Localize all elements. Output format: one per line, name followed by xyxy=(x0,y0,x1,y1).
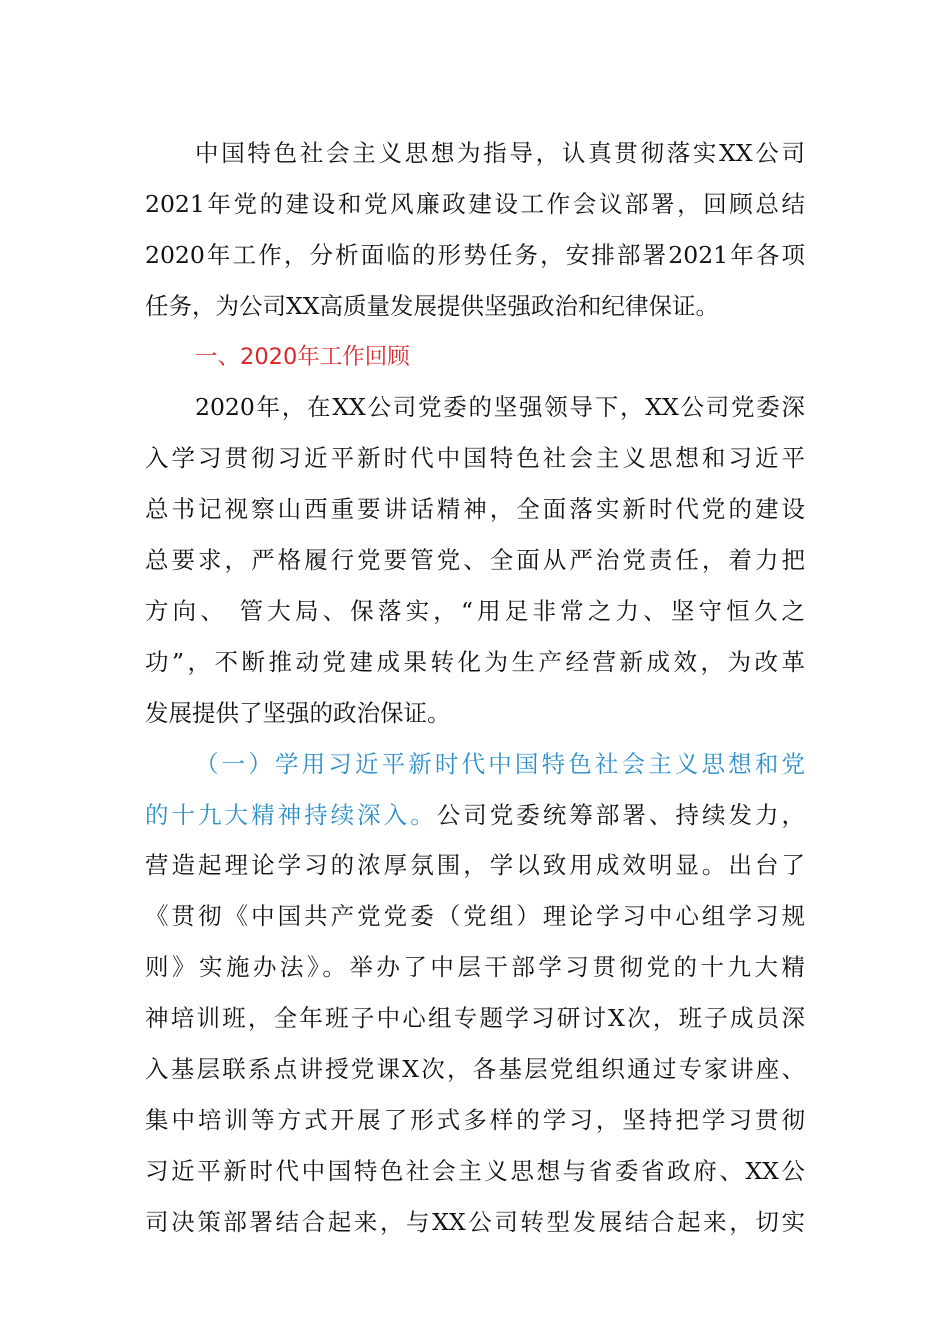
paragraph-line: 《贯彻《中国共产党党委（党组）理论学习中心组学习规 xyxy=(145,902,805,931)
paragraph-line: 神培训班，全年班子中心组专题学习研讨X次，班子成员深 xyxy=(145,1004,805,1033)
intro-paragraph xyxy=(145,128,805,332)
paragraph-line: 入学习贯彻习近平新时代中国特色社会主义思想和习近平 xyxy=(145,444,805,473)
paragraph-line: 功”，不断推动党建成果转化为生产经营新成效，为改革 xyxy=(145,647,805,676)
document-page xyxy=(145,128,805,1248)
paragraph-line: 司决策部署结合起来，与XX公司转型发展结合起来，切实 xyxy=(145,1207,805,1236)
paragraph-line xyxy=(145,790,805,841)
intro-line: 2020年工作，分析面临的形势任务，安排部署2021年各项 xyxy=(145,240,805,269)
subsection-heading: （一）学用习近平新时代中国特色社会主义思想和党 xyxy=(195,749,805,778)
intro-line: 任务，为公司XX高质量发展提供坚强政治和纪律保证。 xyxy=(145,291,719,320)
intro-line: 2021年党的建设和党风廉政建设工作会议部署，回顾总结 xyxy=(145,189,805,218)
paragraph-line: 总书记视察山西重要讲话精神，全面落实新时代党的建设 xyxy=(145,495,805,524)
paragraph-text: 公司党委统筹部署、持续发力， xyxy=(436,800,805,829)
subsection-paragraph xyxy=(145,739,805,1248)
paragraph-line: 习近平新时代中国特色社会主义思想与省委省政府、XX公 xyxy=(145,1156,805,1185)
paragraph-line: 则》实施办法》。举办了中层干部学习贯彻党的十九大精 xyxy=(145,953,805,982)
paragraph-line: 入基层联系点讲授党课X次，各基层党组织通过专家讲座、 xyxy=(145,1055,805,1084)
paragraph-line: 总要求，严格履行党要管党、全面从严治党责任，着力把 xyxy=(145,546,805,575)
section-heading: 一、2020年工作回顾 xyxy=(195,343,410,370)
paragraph-line: 发展提供了坚强的政治保证。 xyxy=(145,698,451,727)
section-paragraph xyxy=(145,382,805,738)
paragraph-line: 方向、 管大局、保落实，“用足非常之力、坚守恒久之 xyxy=(145,597,805,626)
intro-line: 中国特色社会主义思想为指导，认真贯彻落实XX公司 xyxy=(195,139,805,167)
paragraph-line: 营造起理论学习的浓厚氛围，学以致用成效明显。出台了 xyxy=(145,851,805,880)
paragraph-line: 集中培训等方式开展了形式多样的学习，坚持把学习贯彻 xyxy=(145,1105,805,1134)
paragraph-line: 2020年，在XX公司党委的坚强领导下，XX公司党委深 xyxy=(195,393,805,422)
subsection-heading-end: 的十九大精神持续深入。 xyxy=(145,800,437,829)
